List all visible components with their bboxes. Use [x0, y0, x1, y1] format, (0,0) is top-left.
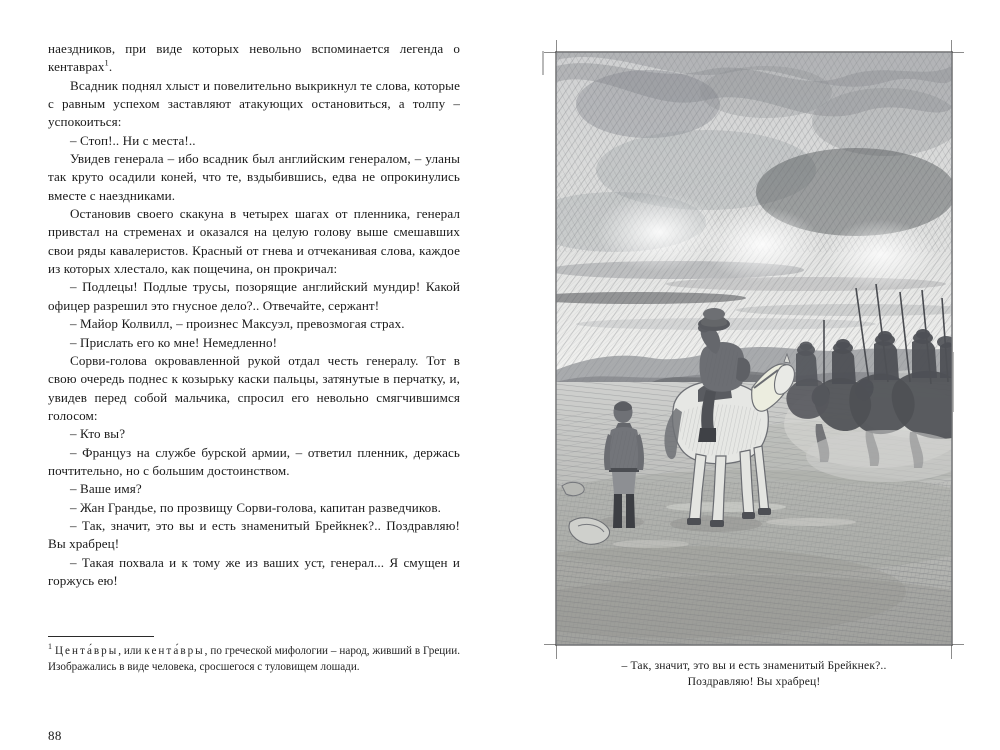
paragraph-0: [48, 40, 460, 77]
paragraph-8: Сорви-голова окровавленной рукой отдал честь генералу. Тот в свою очередь поднес к козырьку каски пальцы, затянутые в перчатку, и, увидев перед собой мальчика, спросил его невольно смягчившимся голосом:: [48, 352, 460, 423]
paragraph-0-tail: .: [108, 59, 113, 75]
footnote-conjunction: , или: [118, 645, 145, 657]
paragraph-3: Увидев генерала – ибо всадник был английским генералом, – уланы так круто осадили коней, что те, вздыбившись, едва не опрокинулись вместе с наездниками.: [48, 151, 460, 203]
paragraph-4: Остановив своего скакуна в четырех шагах от пленника, генерал привстал на стременах и оказался на целую голову выше смешавших свои ряды кавалеристов. Красный от гнева и отчеканивая слова, каждое из которых хлестало, как пощечина, он прокричал:: [48, 206, 460, 277]
footnote-block: [48, 636, 460, 676]
caption-line-2: Поздравляю! Вы храбрец!: [687, 675, 821, 689]
illustration-engraving: [556, 52, 952, 645]
paragraph-0-text: наездников, при виде которых невольно вспоминается легенда о кентаврах: [48, 41, 460, 75]
paragraph-5: – Подлецы! Подлые трусы, позорящие английский мундир! Какой офицер разрешил это гнусное дело?.. Отвечайте, сержант!: [48, 279, 460, 313]
paragraph-1: Всадник поднял хлыст и повелительно выкрикнул те слова, которые с равным успехом заставляют атакующих остановиться, а толпу – успокоиться:: [48, 77, 460, 130]
paragraph-13: – Так, значит, это вы и есть знаменитый Брейкнек?.. Поздравляю! Вы храбрец!: [48, 517, 460, 552]
paragraph-11: – Ваше имя?: [70, 481, 142, 497]
illustration-caption: [556, 658, 952, 691]
paragraph-6: – Майор Колвилл, – произнес Максуэл, превозмогая страх.: [70, 316, 405, 332]
paragraph-2: – Стоп!.. Ни с места!..: [70, 132, 196, 148]
body-text-column: [48, 40, 460, 590]
registration-guide-top-left: [542, 51, 544, 75]
footnote-marker: 1: [48, 642, 52, 652]
registration-guide-right-middle: [953, 352, 954, 412]
footnote-term-kentavry: кента́вры: [144, 645, 205, 657]
footnote-reference-marker[interactable]: 1: [104, 58, 109, 68]
paragraph-7: – Прислать его ко мне! Немедленно!: [70, 334, 278, 350]
paragraph-12: – Жан Грандье, по прозвищу Сорви-голова, капитан разведчиков.: [70, 499, 441, 515]
paragraph-14: – Такая похвала и к тому же из ваших уст, генерал... Я смущен и горжусь ею!: [48, 554, 460, 588]
footnote-separator-rule: [48, 636, 154, 637]
caption-line-1: – Так, значит, это вы и есть знаменитый Брейкнек?..: [621, 659, 887, 672]
footnote-term-centaury: Цента́вры: [55, 645, 119, 657]
footnote-text: [48, 644, 460, 676]
footnote-rest: , по греческой мифологии – народ, живший в Греции. Изображались в виде человека, сросшегося с туловищем лошади.: [48, 645, 460, 673]
left-page: [48, 40, 460, 743]
paragraph-10: – Француз на службе бурской армии, – ответил пленник, держась почтительно, но с большим достоинством.: [48, 444, 460, 478]
page-number: 88: [48, 728, 62, 743]
right-page: [540, 30, 970, 720]
illustration-plate-wrapper: [556, 52, 952, 645]
paragraph-9: – Кто вы?: [70, 426, 126, 442]
